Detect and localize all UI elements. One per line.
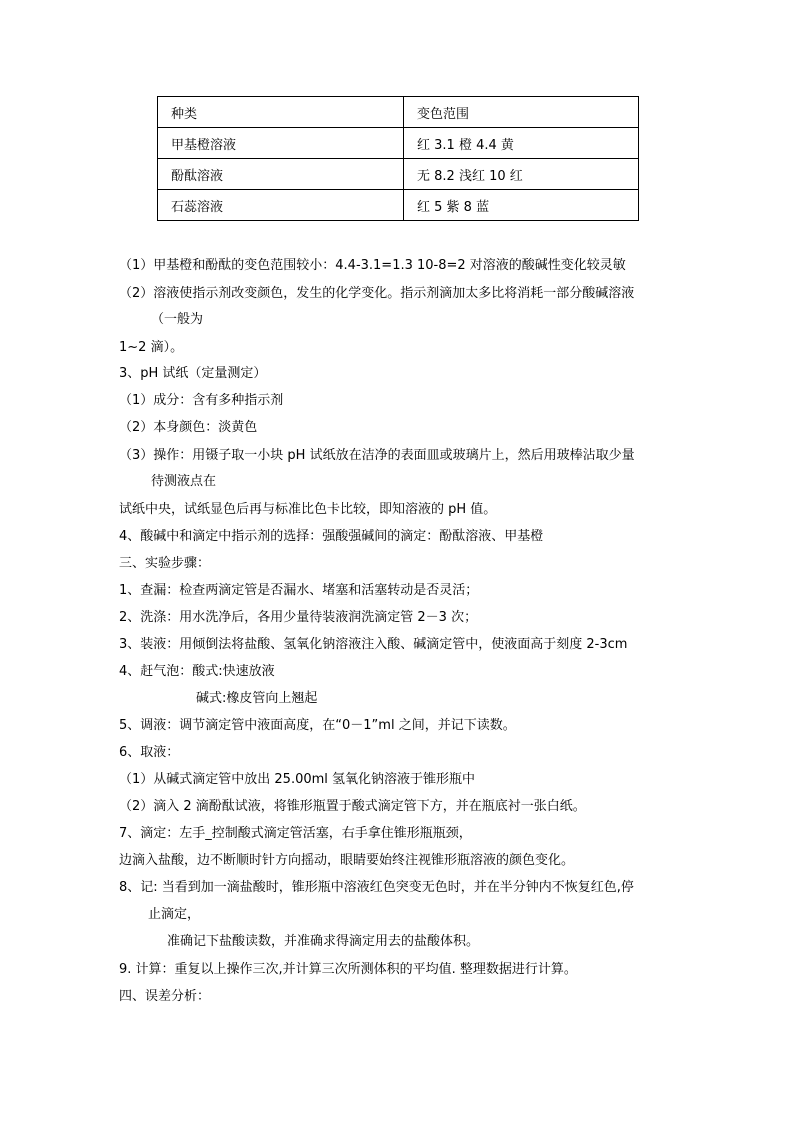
step-line: 7、滴定：左手_控制酸式滴定管活塞，右手拿住锥形瓶瓶颈， (119, 826, 472, 841)
table-cell: 红 3.1 橙 4.4 黄 (404, 128, 639, 159)
text-line: 待测液点在 (151, 474, 217, 489)
step-line: 6、取液： (119, 745, 180, 760)
text-line: 试纸中央，试纸显色后再与标准比色卡比较，即知溶液的 pH 值。 (119, 502, 497, 517)
table-header-row (158, 97, 639, 128)
table-header-cell: 种类 (158, 97, 404, 128)
text-line: 1~2 滴）。 (119, 340, 184, 355)
text-line: （一般为 (151, 312, 204, 327)
indicator-table (157, 96, 639, 221)
table-cell: 无 8.2 浅红 10 红 (404, 159, 639, 190)
table-header-cell: 变色范围 (404, 97, 639, 128)
section-heading: 4、酸碱中和滴定中指示剂的选择：强酸强碱间的滴定：酚酞溶液、甲基橙 (119, 529, 544, 544)
step-line: （1）从碱式滴定管中放出 25.00ml 氢氧化钠溶液于锥形瓶中 (119, 772, 476, 787)
text-line: （3）操作：用镊子取一小块 pH 试纸放在洁净的表面皿或玻璃片上，然后用玻棒沾取少量 (119, 448, 635, 463)
step-line: 3、装液：用倾倒法将盐酸、氢氧化钠溶液注入酸、碱滴定管中，使液面高于刻度 2-3cm (119, 637, 628, 652)
step-line: 4、赶气泡：酸式:快速放液 (119, 664, 275, 679)
step-line: 碱式:橡皮管向上翘起 (196, 691, 318, 706)
table-cell: 石蕊溶液 (158, 190, 404, 221)
step-line: （2）滴入 2 滴酚酞试液，将锥形瓶置于酸式滴定管下方，并在瓶底衬一张白纸。 (119, 799, 586, 814)
text-line: （2）溶液使指示剂改变颜色，发生的化学变化。指示剂滴加太多比将消耗一部分酸碱溶液 (119, 286, 635, 301)
section-heading: 3、pH 试纸（定量测定） (119, 366, 267, 381)
section-heading: 四、误差分析： (119, 989, 211, 1004)
step-line: 边滴入盐酸，边不断顺时针方向摇动，眼睛要始终注视锥形瓶溶液的颜色变化。 (119, 853, 575, 868)
step-line: 8、记: 当看到加一滴盐酸时，锥形瓶中溶液红色突变无色时，并在半分钟内不恢复红色,停 (119, 880, 634, 895)
step-line: 准确记下盐酸读数，并准确求得滴定用去的盐酸体积。 (167, 934, 480, 949)
text-line: （2）本身颜色：淡黄色 (119, 420, 258, 435)
table-row (158, 159, 639, 190)
step-line: 2、洗涤：用水洗净后，各用少量待装液润洗滴定管 2－3 次； (119, 610, 478, 625)
table-row (158, 128, 639, 159)
section-heading: 三、实验步骤： (119, 556, 211, 571)
table-cell: 红 5 紫 8 蓝 (404, 190, 639, 221)
text-line: （1）成分：含有多种指示剂 (119, 393, 284, 408)
step-line: 1、查漏：检查两滴定管是否漏水、堵塞和活塞转动是否灵活； (119, 583, 479, 598)
step-line: 5、调液：调节滴定管中液面高度，在“0－1”ml 之间，并记下读数。 (119, 718, 516, 733)
table-cell: 甲基橙溶液 (158, 128, 404, 159)
table-cell: 酚酞溶液 (158, 159, 404, 190)
text-line: （1）甲基橙和酚酞的变色范围较小：4.4-3.1=1.3 10-8=2 对溶液的酸碱性变化较灵敏 (119, 258, 626, 273)
step-line: 9. 计算：重复以上操作三次,并计算三次所测体积的平均值. 整理数据进行计算。 (119, 962, 577, 977)
step-line: 止滴定， (148, 907, 201, 922)
table-row (158, 190, 639, 221)
